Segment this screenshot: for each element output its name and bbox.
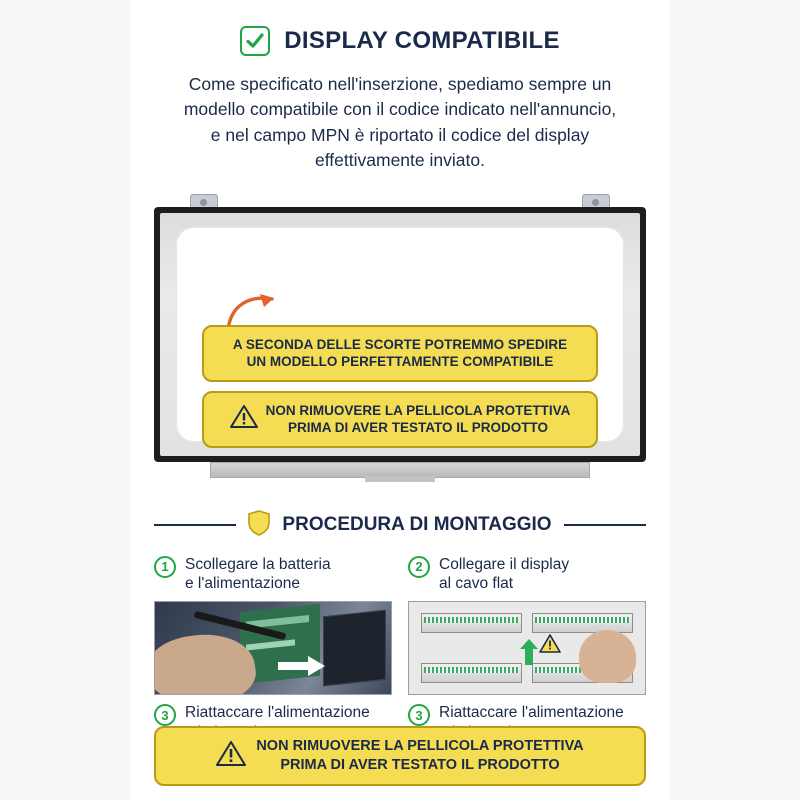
footer-warning-banner [154,726,646,786]
white-arrow-icon [278,656,326,681]
display-bezel [154,207,646,462]
step-2-line-1: Collegare il display [439,555,570,573]
display-illustration [154,194,646,494]
step-1-text [185,555,331,594]
intro-line-4: effettivamente inviato. [315,150,485,171]
battery-shape [323,610,386,687]
display-panel [160,213,640,456]
intro-line-1: Come specificato nell'inserzione, spediamo sempre un [188,74,612,94]
step-2-text [439,555,569,594]
steps-column-right [408,555,646,751]
heading-rule-right [564,524,646,526]
compatibility-callout-line-2: UN MODELLO PERFETTAMENTE COMPATIBILE [246,354,554,370]
step-2-number: 2 [408,556,430,578]
film-warning-callout [202,391,598,448]
footer-warning-triangle-icon [216,740,246,773]
intro-paragraph [152,72,648,174]
footer-warning-line-2: PRIMA DI AVER TESTATO IL PRODOTTO [280,757,560,774]
photo-connect-flat-cable [408,601,646,695]
shield-icon [248,510,270,541]
intro-line-3: e nel campo MPN è riportato il codice del display [210,124,590,145]
step-3-left-line-1: Riattaccare l'alimentazione [185,704,370,722]
film-warning-line-1: NON RIMUOVERE LA PELLICOLA PROTETTIVA [265,402,571,418]
compatibility-callout [202,325,598,382]
step-2-line-2: al cavo flat [439,574,514,592]
page-title: DISPLAY COMPATIBILE [284,27,560,54]
footer-warning-text [256,737,583,775]
step-1-number: 1 [154,556,176,578]
compatibility-callout-line-1: A SECONDA DELLE SCORTE POTREMMO SPEDIRE [232,336,568,352]
content-card [130,0,670,800]
warning-triangle-small-icon [539,634,561,659]
procedure-title: PROCEDURA DI MONTAGGIO [282,514,552,535]
step-1-line-2: e l'alimentazione [185,574,300,592]
step-3-left-number: 3 [154,704,176,726]
connector-c [421,663,522,683]
checkmark-icon [240,26,270,56]
intro-line-2: modello compatibile con il codice indicato nell'annuncio, [183,99,617,120]
connector-a-teeth [424,617,519,623]
warning-triangle-icon [230,404,258,434]
step-1-line-1: Scollegare la batteria [185,555,331,573]
step-3-right-line-1: Riattaccare l'alimentazione [439,704,624,722]
display-foot [365,476,435,482]
connector-a [421,613,522,633]
connector-c-teeth [424,667,519,673]
green-up-arrow-icon [520,639,538,670]
connector-b-teeth [535,617,630,623]
steps-grid [154,555,646,751]
film-warning-line-2: PRIMA DI AVER TESTATO IL PRODOTTO [287,420,548,436]
photo-disconnect-battery [154,601,392,695]
steps-column-left [154,555,392,751]
heading-rule-left [154,524,236,526]
footer-warning-line-1: NON RIMUOVERE LA PELLICOLA PROTETTIVA [256,738,584,755]
finger-shape [579,630,636,683]
step-2 [408,555,646,594]
film-warning-text [266,402,571,437]
procedure-heading [154,510,646,541]
header [130,0,670,56]
step-1 [154,555,392,594]
connector-b [532,613,633,633]
step-3-right-number: 3 [408,704,430,726]
